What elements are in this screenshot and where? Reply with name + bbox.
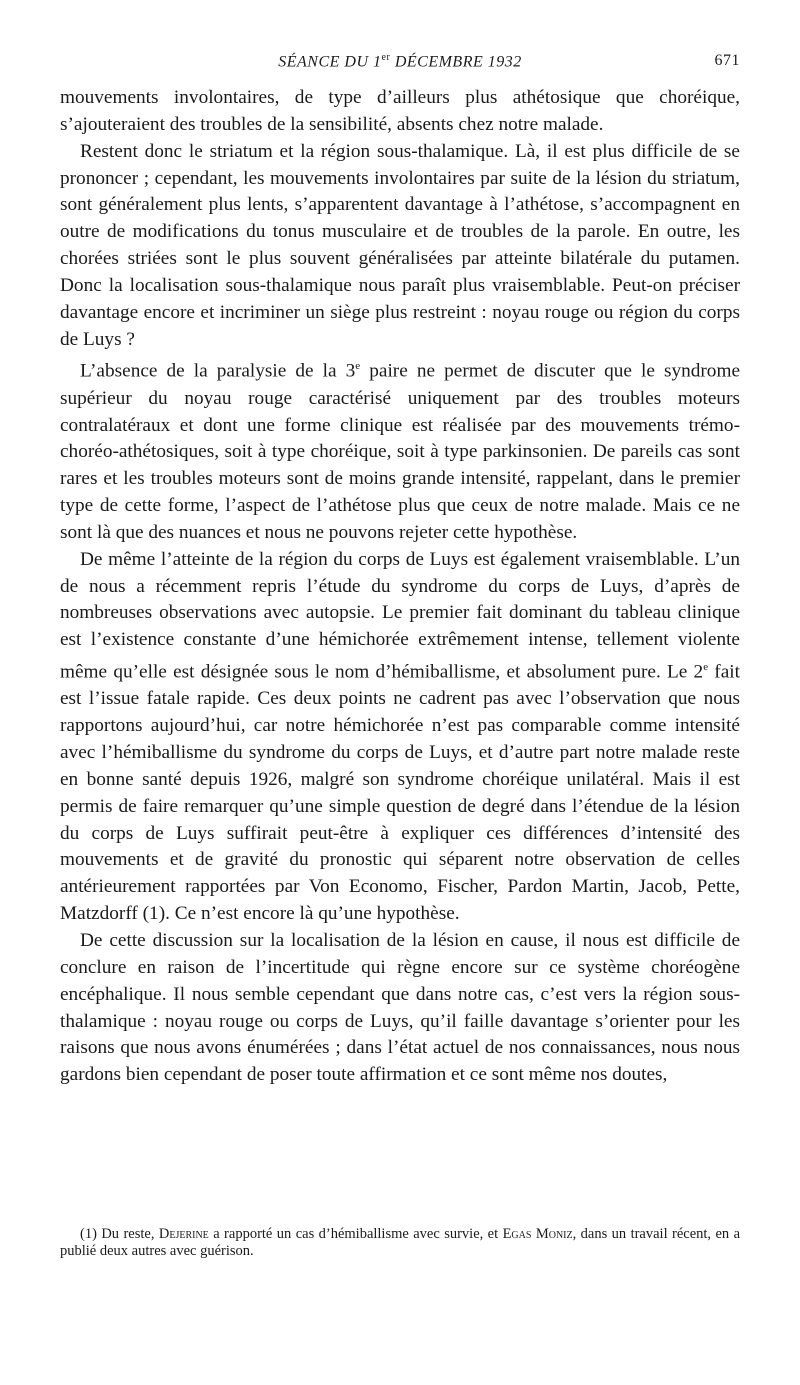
body-text bbox=[60, 85, 740, 1089]
page-number: 671 bbox=[714, 52, 740, 69]
ordinal-superscript: e bbox=[355, 360, 361, 373]
running-title-sup: er bbox=[381, 52, 391, 63]
footnote-text: , dans un travail récent, en a publié deux autres avec guérison. bbox=[60, 1226, 741, 1259]
paragraph-1: mouvements involontaires, de type d’ailleurs plus athétosique que choréique, s’ajouteraient des troubles de la sensibilité, absents chez notre malade. bbox=[60, 87, 740, 135]
footnote-text: (1) Du reste, bbox=[80, 1226, 159, 1242]
running-title bbox=[60, 52, 740, 71]
paragraph-3-text: paire ne permet de discuter que le syndrome supérieur du noyau rouge caractérisé uniquement par des troubles moteurs contralatéraux et dont une forme clinique est réalisée par des mouvements trémo-choréo-athétosiques, soit à type choréique, soit à type parkinsonien. De pareils cas sont rares et les troubles moteurs sont de moins grande intensité, rappelant, dans le premier type de cette forme, l’aspect de l’athétose plus que ceux de notre malade. Mais ce ne sont là que des nuances et nous ne pouvons rejeter cette hypothèse. bbox=[60, 360, 741, 543]
paragraph-4-text: fait est l’issue fatale rapide. Ces deux points ne cadrent pas avec l’observation que nous rapportons aujourd’hui, car notre hémichorée n’est pas comparable comme intensité avec l’hémiballisme du syndrome du corps de Luys, et d’autre part notre malade reste en bonne santé depuis 1926, malgré son syndrome choréique unilatéral. Mais il est permis de faire remarquer qu’une simple question de degré dans l’étendue de la lésion du corps de Luys suffirait peut-être à expliquer ces différences d’intensité des mouvements et de gravité du pronostic qui séparent notre observation de celles antérieurement rapportées par Von Economo, Fischer, Pardon Martin, Jacob, Pette, Matzdorff (1). Ce n’est encore là qu’une hypothèse. bbox=[60, 661, 740, 925]
paragraph-5: De cette discussion sur la localisation de la lésion en cause, il nous est difficile de conclure en raison de l’incertitude qui règne encore sur ce système choréogène encéphalique. Il nous semble cependant que dans notre cas, c’est vers la région sous-thalamique : noyau rouge ou corps de Luys, qu’il faille davantage s’orienter pour les raisons que nous avons énumérées ; dans l’état actuel de nos connaissances, nous nous gardons bien cependant de poser toute affirmation et ce sont même nos doutes, bbox=[60, 930, 740, 1086]
footnote-author: Egas Moniz bbox=[502, 1226, 573, 1242]
footnote-text: a rapporté un cas d’hémiballisme avec survie, et bbox=[208, 1226, 503, 1242]
footnote bbox=[60, 1226, 740, 1260]
paragraph-4-text: De même l’atteinte de la région du corps de Luys est également vraisemblable. L’un de nous a récemment repris l’étude du syndrome du corps de Luys, d’après de nombreuses observations avec autopsie. Le premier fait dominant du tableau clinique est l’existence constante d’une hémichorée extrêmement intense, tellement violente même qu’elle est désignée sous le nom d’hémiballisme, et absolument pure. Le 2 bbox=[60, 548, 740, 683]
paragraph-2: Restent donc le striatum et la région sous-thalamique. Là, il est plus difficile de se prononcer ; cependant, les mouvements involontaires par suite de la lésion du striatum, sont généralement plus lents, s’apparentent davantage à l’athétose, s’accompagnent en outre de modifications du tonus musculaire et de troubles de la parole. En outre, les chorées striées sont le plus souvent généralisées par atteinte bilatérale du putamen. Donc la localisation sous-thalamique nous paraît plus vraisemblable. Peut-on préciser davantage encore et incriminer un siège plus restreint : noyau rouge ou région du corps de Luys ? bbox=[60, 140, 740, 350]
paragraph-3 bbox=[60, 353, 740, 546]
paragraph-3-text: L’absence de la paralysie de la 3 bbox=[80, 360, 356, 382]
running-header bbox=[60, 52, 740, 72]
running-title-part: SÉANCE DU 1 bbox=[278, 53, 382, 71]
running-title-part: DÉCEMBRE 1932 bbox=[390, 53, 522, 71]
footnote-author: Dejerine bbox=[158, 1226, 209, 1242]
paragraph-4 bbox=[60, 547, 740, 928]
ordinal-superscript: e bbox=[703, 661, 709, 674]
